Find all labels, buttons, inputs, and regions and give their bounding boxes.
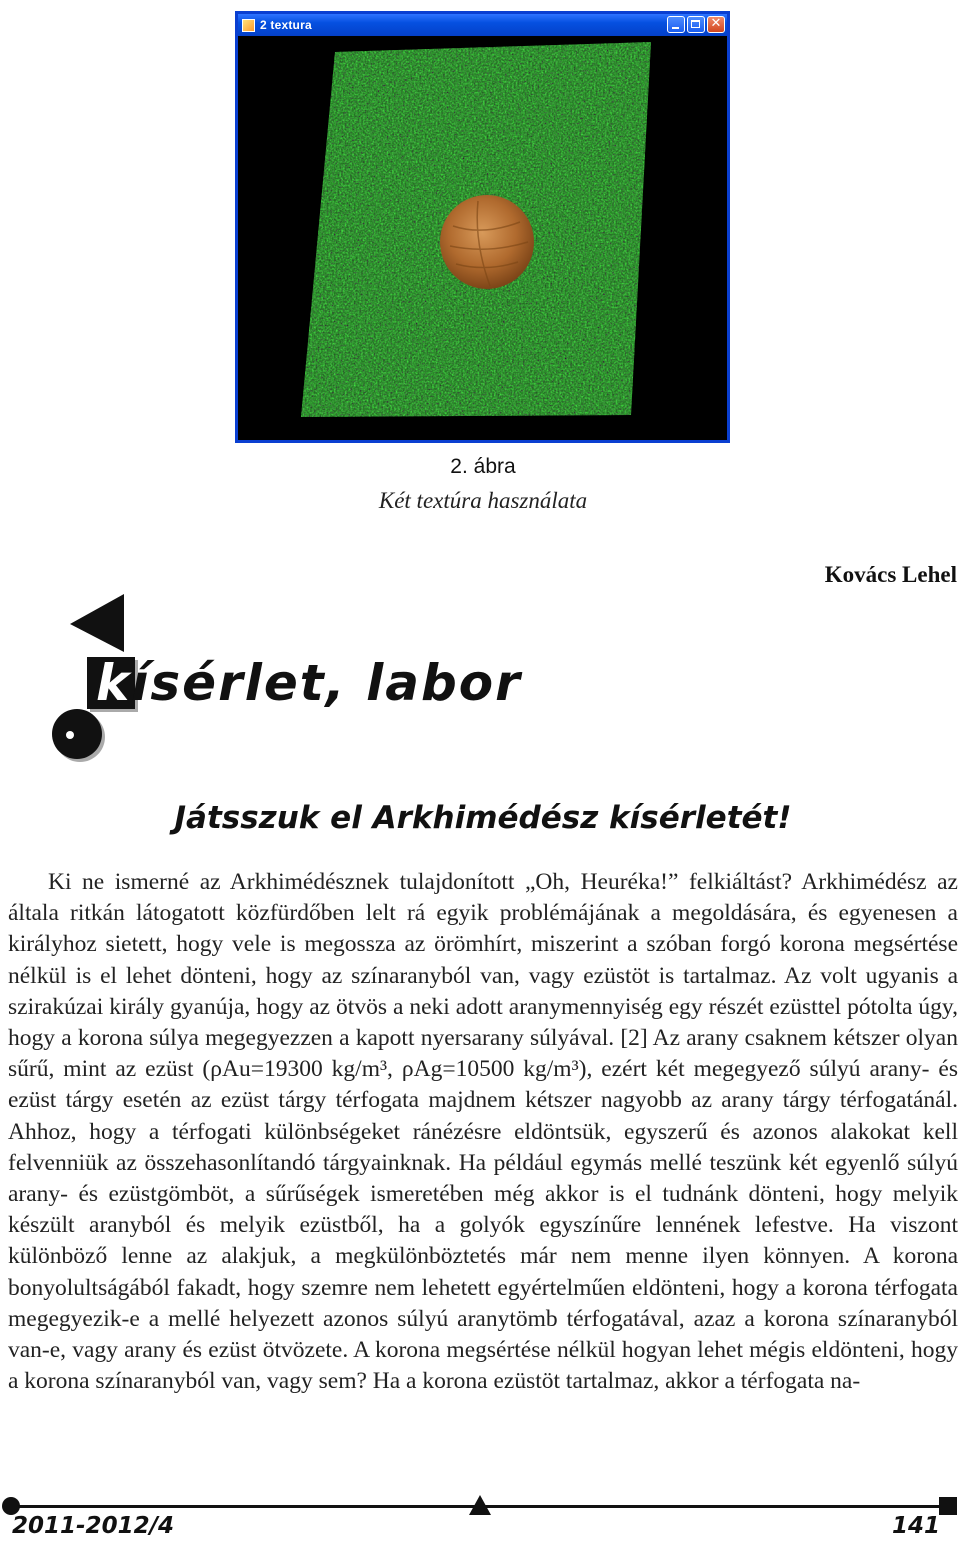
window-controls [667,16,725,33]
article-body [8,867,958,1397]
close-button[interactable] [707,16,725,33]
section-triangle-icon [68,592,128,654]
minimize-icon [672,27,679,29]
article-title: Játsszuk el Arkhimédész kísérletét! [174,800,792,836]
footer-issue: 2011-2012/4 [12,1513,174,1539]
window-titlebar[interactable] [238,14,727,36]
figure-caption: Két textúra használata [378,488,588,513]
app-icon [242,19,255,32]
render-area [238,36,727,440]
footer-square-icon [939,1497,957,1515]
author-name: Kovács Lehel [824,562,957,587]
body-paragraph: Ki ne ismerné az Arkhimédésznek tulajdonított „Oh, Heuréka!” felkiáltást? Arkhimédész az általa ritkán látogatott közfürdőben lelt rá egyik problémájának a megoldására, és egyenesen a királyhoz sietett, hogy vele is megossza az örömhírt, miszerint a szóban forgó korona megsértése nélkül is el lehet dönteni, hogy az színaranyból van, vagy ezüstöt is tartalmaz. Az volt ugyanis a szirakúzai király gyanúja, hogy az ötvös a neki adott aranymennyiség egy részét ezüsttel pótolta úgy, hogy a korona súlya megegyezzen a kapott nyersarany súlyával. [2] Az arany csaknem kétszer olyan sűrű, mint az ezüst (ρAu=19300 kg/m³, ρAg=10500 kg/m³), ezért két megegyező súlyú arany- és ezüst tárgy esetén az ezüst tárgy térfogata majdnem kétszer nagyobb az arany tárgy térfogatánál. Ahhoz, hogy a térfogati különbségeket ránézésre eldöntsük, egyszerű és azonos alakokat kell felvenniük az összehasonlítandó tárgyainknak. Ha például egymás mellé teszünk két egyenlő súlyú arany- és ezüstgömböt, a sűrűségek ismeretében még akkor is el tudnánk dönteni, hogy melyik készült aranyból és melyik ezüstből, ha a golyók egyszínűre lennének lefestve. Ha viszont különböző lenne az alakjuk, a megkülönböztetés már nem menne ilyen könnyen. A korona bonyolultságából fakadt, hogy szemre nem lehetett egyértelműen eldönteni, hogy a korona térfogata megegyezik-e a mellé helyezett azonos súlyú aranytömb térfogatával, azaz a korona színaranyból van-e, vagy arany és ezüst ötvözete. A korona megsértése nélkül hogyan lehet mégis eldönteni, hogy a korona színaranyból van, vagy sem? Ha a korona ezüstöt tartalmaz, akkor a térfogata na- [8,869,958,1395]
close-icon: ✕ [710,16,722,31]
footer-triangle-icon [468,1494,492,1516]
maximize-icon [691,20,700,28]
section-title [96,654,522,712]
maximize-button[interactable] [687,16,705,33]
window-title: 2 textura [260,18,312,32]
texture-demo-window [235,11,730,443]
section-title-rest: ísérlet, labor [131,654,522,712]
section-title-first-letter: k [96,654,132,712]
figure-number: 2. ábra [450,455,516,478]
textured-scene [238,36,727,440]
minimize-button[interactable] [667,16,685,33]
page-number: 141 [891,1513,940,1539]
section-dot-icon [52,709,102,759]
